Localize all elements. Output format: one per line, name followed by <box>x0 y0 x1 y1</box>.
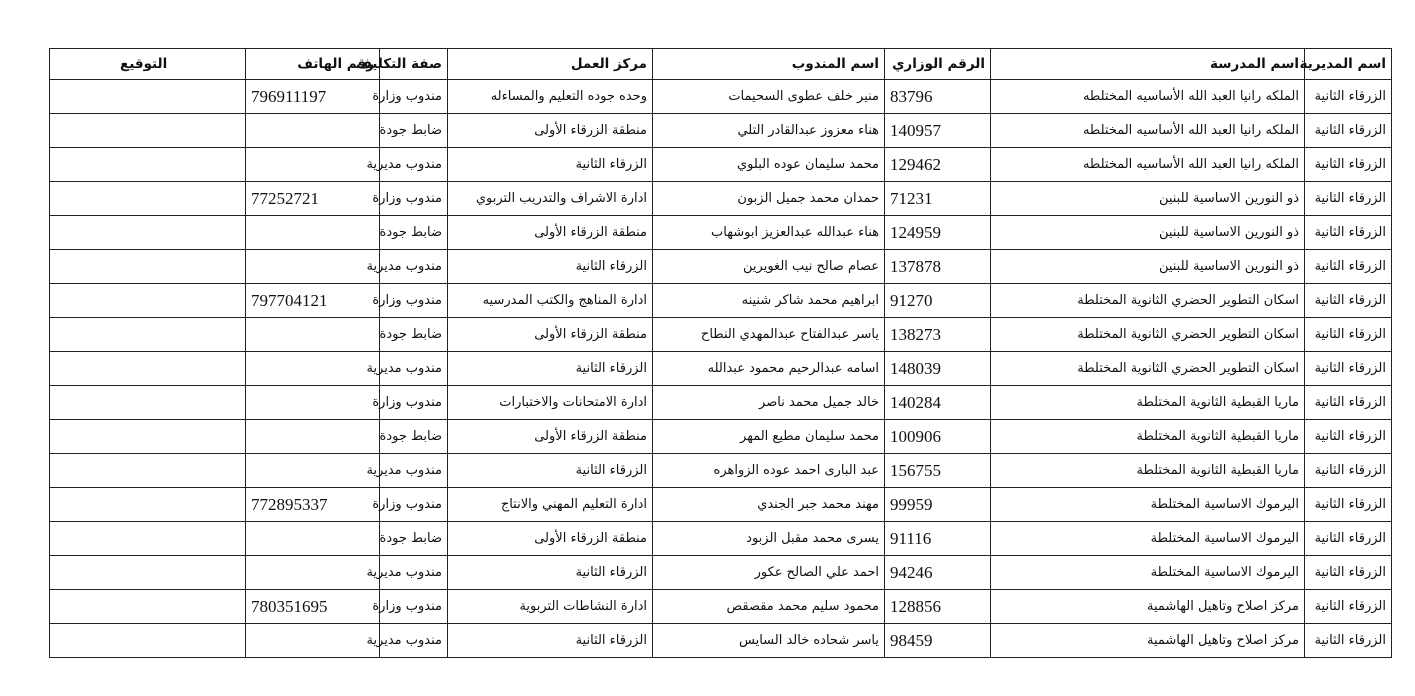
cell-ministry-id: 140284 <box>885 386 991 420</box>
header-signature: التوقيع <box>50 49 246 80</box>
cell-signature <box>50 80 246 114</box>
cell-school: اليرموك الاساسية المختلطة <box>991 556 1305 590</box>
table-row <box>50 556 1392 590</box>
header-delegate: اسم المندوب <box>653 49 885 80</box>
cell-directorate: الزرقاء الثانية <box>1305 216 1392 250</box>
table-row <box>50 522 1392 556</box>
cell-signature <box>50 590 246 624</box>
cell-assignment: ضابط جودة <box>380 318 448 352</box>
cell-ministry-id: 140957 <box>885 114 991 148</box>
cell-delegate: يسرى محمد مقبل الزبود <box>653 522 885 556</box>
cell-phone <box>246 114 380 148</box>
cell-phone <box>246 352 380 386</box>
cell-directorate: الزرقاء الثانية <box>1305 522 1392 556</box>
cell-work-center: الزرقاء الثانية <box>448 454 653 488</box>
table-row <box>50 624 1392 658</box>
cell-assignment: مندوب مديرية <box>380 250 448 284</box>
cell-phone <box>246 148 380 182</box>
cell-phone: 77252721 <box>246 182 380 216</box>
cell-assignment: مندوب وزارة <box>380 488 448 522</box>
cell-phone: 780351695 <box>246 590 380 624</box>
table-row <box>50 148 1392 182</box>
cell-delegate: هناء عبدالله عبدالعزيز ابوشهاب <box>653 216 885 250</box>
cell-ministry-id: 128856 <box>885 590 991 624</box>
cell-assignment: ضابط جودة <box>380 216 448 250</box>
cell-directorate: الزرقاء الثانية <box>1305 420 1392 454</box>
cell-work-center: منطقة الزرقاء الأولى <box>448 318 653 352</box>
cell-delegate: ابراهيم محمد شاكر شنينه <box>653 284 885 318</box>
cell-work-center: الزرقاء الثانية <box>448 352 653 386</box>
cell-ministry-id: 94246 <box>885 556 991 590</box>
cell-directorate: الزرقاء الثانية <box>1305 386 1392 420</box>
cell-school: الملكه رانيا العبد الله الأساسيه المختلطه <box>991 148 1305 182</box>
cell-assignment: ضابط جودة <box>380 420 448 454</box>
cell-school: ماريا القبطية الثانوية المختلطة <box>991 420 1305 454</box>
cell-school: اسكان التطوير الحضري الثانوية المختلطة <box>991 352 1305 386</box>
cell-phone <box>246 556 380 590</box>
cell-delegate: خالد جميل محمد ناصر <box>653 386 885 420</box>
cell-school: اليرموك الاساسية المختلطة <box>991 488 1305 522</box>
cell-assignment: مندوب مديرية <box>380 624 448 658</box>
cell-assignment: مندوب وزارة <box>380 182 448 216</box>
table-row <box>50 318 1392 352</box>
cell-school: مركز اصلاح وتاهيل الهاشمية <box>991 590 1305 624</box>
cell-delegate: هناء معزوز عبدالقادر التلي <box>653 114 885 148</box>
cell-delegate: عبد البارى احمد عوده الزواهره <box>653 454 885 488</box>
cell-directorate: الزرقاء الثانية <box>1305 352 1392 386</box>
cell-ministry-id: 100906 <box>885 420 991 454</box>
cell-delegate: محمد سليمان عوده البلوي <box>653 148 885 182</box>
cell-work-center: ادارة التعليم المهني والانتاج <box>448 488 653 522</box>
table-row <box>50 420 1392 454</box>
cell-assignment: مندوب مديرية <box>380 352 448 386</box>
cell-assignment: مندوب وزارة <box>380 80 448 114</box>
cell-signature <box>50 216 246 250</box>
table-row <box>50 284 1392 318</box>
table-row <box>50 590 1392 624</box>
table-row <box>50 216 1392 250</box>
cell-work-center: ادارة الامتحانات والاختبارات <box>448 386 653 420</box>
cell-phone <box>246 624 380 658</box>
cell-work-center: ادارة النشاطات التربوية <box>448 590 653 624</box>
cell-delegate: عصام صالح نيب الغويرين <box>653 250 885 284</box>
cell-work-center: الزرقاء الثانية <box>448 624 653 658</box>
cell-phone: 772895337 <box>246 488 380 522</box>
cell-phone <box>246 318 380 352</box>
cell-school: ماريا القبطية الثانوية المختلطة <box>991 454 1305 488</box>
header-directorate: اسم المديرية <box>1305 49 1392 80</box>
cell-phone <box>246 454 380 488</box>
cell-delegate: محمود سليم محمد مقصقص <box>653 590 885 624</box>
cell-signature <box>50 386 246 420</box>
cell-directorate: الزرقاء الثانية <box>1305 182 1392 216</box>
cell-signature <box>50 114 246 148</box>
cell-ministry-id: 138273 <box>885 318 991 352</box>
cell-delegate: اسامه عبدالرحيم محمود عبدالله <box>653 352 885 386</box>
header-school: اسم المدرسة <box>991 49 1305 80</box>
cell-assignment: مندوب مديرية <box>380 454 448 488</box>
table-row <box>50 80 1392 114</box>
cell-delegate: مهند محمد جبر الجندي <box>653 488 885 522</box>
cell-ministry-id: 91270 <box>885 284 991 318</box>
cell-ministry-id: 156755 <box>885 454 991 488</box>
cell-signature <box>50 352 246 386</box>
cell-directorate: الزرقاء الثانية <box>1305 556 1392 590</box>
cell-directorate: الزرقاء الثانية <box>1305 488 1392 522</box>
cell-school: الملكه رانيا العبد الله الأساسيه المختلطه <box>991 114 1305 148</box>
cell-directorate: الزرقاء الثانية <box>1305 250 1392 284</box>
cell-phone: 797704121 <box>246 284 380 318</box>
cell-ministry-id: 124959 <box>885 216 991 250</box>
cell-ministry-id: 129462 <box>885 148 991 182</box>
cell-signature <box>50 250 246 284</box>
cell-signature <box>50 284 246 318</box>
cell-directorate: الزرقاء الثانية <box>1305 80 1392 114</box>
table-row <box>50 454 1392 488</box>
cell-work-center: وحده جوده التعليم والمساءله <box>448 80 653 114</box>
cell-signature <box>50 454 246 488</box>
cell-directorate: الزرقاء الثانية <box>1305 284 1392 318</box>
cell-delegate: منير خلف عطوى السحيمات <box>653 80 885 114</box>
cell-work-center: منطقة الزرقاء الأولى <box>448 114 653 148</box>
cell-directorate: الزرقاء الثانية <box>1305 590 1392 624</box>
cell-work-center: منطقة الزرقاء الأولى <box>448 216 653 250</box>
cell-school: مركز اصلاح وتاهيل الهاشمية <box>991 624 1305 658</box>
cell-work-center: الزرقاء الثانية <box>448 148 653 182</box>
table-row <box>50 488 1392 522</box>
cell-school: اليرموك الاساسية المختلطة <box>991 522 1305 556</box>
cell-phone <box>246 250 380 284</box>
cell-directorate: الزرقاء الثانية <box>1305 624 1392 658</box>
cell-signature <box>50 318 246 352</box>
table-header-row <box>50 49 1392 80</box>
header-work-center: مركز العمل <box>448 49 653 80</box>
header-assignment: صفة التكليف <box>380 49 448 80</box>
cell-signature <box>50 148 246 182</box>
cell-delegate: محمد سليمان مطيع المهر <box>653 420 885 454</box>
cell-school: ذو النورين الاساسية للبنين <box>991 216 1305 250</box>
cell-work-center: ادارة الاشراف والتدريب التربوي <box>448 182 653 216</box>
cell-ministry-id: 71231 <box>885 182 991 216</box>
cell-ministry-id: 98459 <box>885 624 991 658</box>
cell-assignment: ضابط جودة <box>380 114 448 148</box>
table-row <box>50 250 1392 284</box>
header-ministry-id: الرقم الوزاري <box>885 49 991 80</box>
roster-sheet <box>49 48 1391 658</box>
cell-signature <box>50 624 246 658</box>
cell-signature <box>50 488 246 522</box>
cell-phone: 796911197 <box>246 80 380 114</box>
cell-assignment: مندوب وزارة <box>380 284 448 318</box>
cell-directorate: الزرقاء الثانية <box>1305 114 1392 148</box>
cell-school: اسكان التطوير الحضري الثانوية المختلطة <box>991 284 1305 318</box>
cell-ministry-id: 83796 <box>885 80 991 114</box>
cell-work-center: منطقة الزرقاء الأولى <box>448 420 653 454</box>
table-row <box>50 386 1392 420</box>
cell-assignment: ضابط جودة <box>380 522 448 556</box>
delegates-table <box>49 48 1392 658</box>
cell-ministry-id: 99959 <box>885 488 991 522</box>
cell-delegate: احمد علي الصالح عكور <box>653 556 885 590</box>
cell-ministry-id: 148039 <box>885 352 991 386</box>
table-row <box>50 352 1392 386</box>
cell-directorate: الزرقاء الثانية <box>1305 148 1392 182</box>
table-body <box>50 80 1392 658</box>
cell-school: الملكه رانيا العبد الله الأساسيه المختلطه <box>991 80 1305 114</box>
cell-phone <box>246 420 380 454</box>
cell-assignment: مندوب مديرية <box>380 556 448 590</box>
table-row <box>50 182 1392 216</box>
cell-delegate: ياسر عبدالفتاح عبدالمهدي النطاح <box>653 318 885 352</box>
cell-school: ذو النورين الاساسية للبنين <box>991 250 1305 284</box>
cell-ministry-id: 137878 <box>885 250 991 284</box>
cell-school: ماريا القبطية الثانوية المختلطة <box>991 386 1305 420</box>
cell-delegate: ياسر شحاده خالد السايس <box>653 624 885 658</box>
cell-signature <box>50 420 246 454</box>
cell-work-center: ادارة المناهج والكتب المدرسيه <box>448 284 653 318</box>
cell-phone <box>246 216 380 250</box>
cell-ministry-id: 91116 <box>885 522 991 556</box>
cell-signature <box>50 556 246 590</box>
table-row <box>50 114 1392 148</box>
cell-work-center: منطقة الزرقاء الأولى <box>448 522 653 556</box>
cell-work-center: الزرقاء الثانية <box>448 556 653 590</box>
cell-directorate: الزرقاء الثانية <box>1305 318 1392 352</box>
cell-delegate: حمدان محمد جميل الزبون <box>653 182 885 216</box>
cell-assignment: مندوب وزارة <box>380 590 448 624</box>
cell-signature <box>50 182 246 216</box>
cell-phone <box>246 386 380 420</box>
header-phone: رقم الهاتف <box>246 49 380 80</box>
cell-assignment: مندوب مديرية <box>380 148 448 182</box>
cell-directorate: الزرقاء الثانية <box>1305 454 1392 488</box>
cell-phone <box>246 522 380 556</box>
cell-assignment: مندوب وزارة <box>380 386 448 420</box>
cell-signature <box>50 522 246 556</box>
cell-school: اسكان التطوير الحضري الثانوية المختلطة <box>991 318 1305 352</box>
cell-school: ذو النورين الاساسية للبنين <box>991 182 1305 216</box>
cell-work-center: الزرقاء الثانية <box>448 250 653 284</box>
